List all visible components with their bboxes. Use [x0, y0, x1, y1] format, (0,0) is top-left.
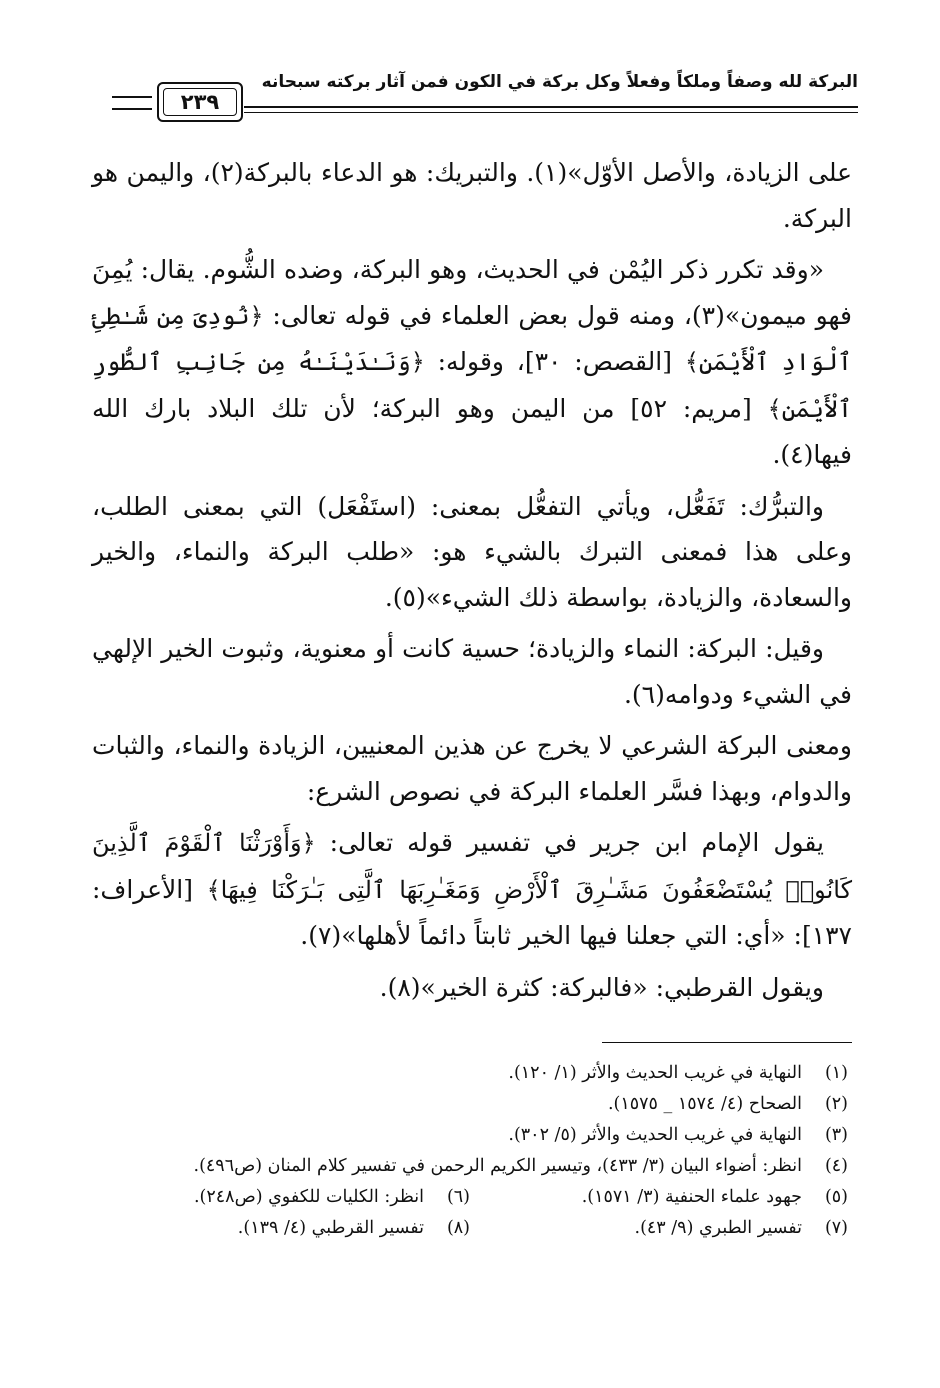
footnote-number: (٢) — [824, 1094, 848, 1114]
page-header — [112, 70, 858, 130]
footnote-text: النهاية في غريب الحديث والأثر (٥/ ٣٠٢). — [508, 1125, 802, 1145]
paragraph-6 — [92, 820, 852, 959]
footnote-text: انظر: أضواء البيان (٣/ ٤٣٣)، وتيسير الكريم الرحمن في تفسير كلام المنان (ص٤٩٦). — [193, 1156, 802, 1176]
footnote-7 — [470, 1213, 848, 1244]
page-number: ٢٣٩ — [163, 88, 237, 116]
footnote-3 — [92, 1120, 848, 1151]
footnote-number: (١) — [824, 1063, 848, 1083]
paragraph-5: ومعنى البركة الشرعي لا يخرج عن هذين المعنيين، الزيادة والنماء، والثبات والدوام، وبهذا فسَّر العلماء البركة في نصوص الشرع: — [92, 731, 852, 806]
paragraph-6-part-b: [الأعراف: ١٣٧]: «أي: التي جعلنا فيها الخير ثابتاً دائماً لأهلها»(٧). — [92, 874, 852, 950]
paragraph-1: على الزيادة، والأصل الأوّل»(١). والتبريك: هو الدعاء بالبركة(٢)، واليمن هو البركة. — [92, 158, 853, 233]
footnote-number: (٦) — [446, 1187, 470, 1207]
footnotes — [92, 1058, 848, 1244]
paragraph-7: ويقول القرطبي: «فالبركة: كثرة الخير»(٨). — [379, 972, 824, 1002]
page-number-box — [157, 82, 243, 122]
paragraph-3: والتبرُّك: تَفَعُّل، ويأتي التفعُّل بمعنى: (استَفْعَل) التي بمعنى الطلب، وعلى هذا فمعنى التبرك بالشيء هو: «طلب البركة والنماء، والخير والسعادة، والزيادة، بواسطة ذلك الشيء»(٥). — [92, 491, 852, 612]
footnote-number: (٣) — [824, 1125, 848, 1145]
footnote-text: النهاية في غريب الحديث والأثر (١/ ١٢٠). — [508, 1063, 802, 1083]
paragraph-2-part-a: «وقد تكرر ذكر اليُمْن في الحديث، وهو البركة، وضده الشُّوم. يقال: يُمِنَ فهو ميمون»(٣)، ومنه قول بعض العلماء في قوله تعالى: — [92, 255, 852, 330]
footnote-row-7-8 — [92, 1213, 848, 1244]
footnote-1 — [92, 1058, 848, 1089]
footnote-text: جهود علماء الحنفية (٣/ ١٥٧١). — [581, 1187, 802, 1207]
footnote-2 — [92, 1089, 848, 1120]
footnote-4 — [92, 1151, 848, 1182]
footnote-text: تفسير الطبري (٩/ ٤٣). — [634, 1218, 802, 1238]
footnote-number: (٧) — [824, 1218, 848, 1238]
paragraph-4: وقيل: البركة: النماء والزيادة؛ حسية كانت أو معنوية، وثبوت الخير الإلهي في الشيء ودوامه(٦). — [92, 634, 852, 709]
footnote-separator — [602, 1042, 852, 1043]
paragraph-2-part-b: [القصص: ٣٠]، وقوله: — [437, 347, 672, 376]
paragraph-2 — [92, 247, 852, 478]
footnote-number: (٥) — [824, 1187, 848, 1207]
footnote-number: (٤) — [824, 1156, 848, 1176]
quran-verse-qasas: ﴿نُودِىَ مِن شَـٰطِئِ ٱلْوَادِ ٱلْأَيْمَنِ﴾ — [92, 301, 852, 376]
quran-verse-maryam: ﴿وَنَـٰدَيْنَـٰهُ مِن جَانِبِ ٱلطُّورِ ٱلْأَيْمَنِ﴾ — [92, 348, 853, 423]
paragraph-2-part-c: [مريم: ٥٢] من اليمن وهو البركة؛ لأن تلك البلاد بارك الله فيها(٤). — [92, 393, 852, 469]
footnote-8 — [92, 1213, 470, 1244]
quran-verse-araf: ﴿وَأَوْرَثْنَا ٱلْقَوْمَ ٱلَّذِينَ كَانُوا۟ يُسْتَضْعَفُونَ مَشَـٰرِقَ ٱلْأَرْضِ وَمَغَـٰرِبَهَا ٱلَّتِى بَـٰرَكْنَا فِيهَا﴾ — [92, 829, 853, 904]
footnote-row-5-6 — [92, 1182, 848, 1213]
footnote-text: الصحاح (٤/ ١٥٧٤ _ ١٥٧٥). — [607, 1094, 802, 1114]
running-title: البركة لله وصفاً وملكاً وفعلاً وكل بركة في الكون فمن آثار بركته سبحانه — [261, 72, 858, 92]
footnote-number: (٨) — [446, 1218, 470, 1238]
footnote-text: تفسير القرطبي (٤/ ١٣٩). — [237, 1218, 424, 1238]
footnote-text: انظر: الكليات للكفوي (ص٢٤٨). — [193, 1187, 424, 1207]
paragraph-6-part-a: يقول الإمام ابن جرير في تفسير قوله تعالى: — [329, 828, 824, 857]
main-text — [92, 150, 852, 1016]
footnote-5 — [470, 1182, 848, 1213]
header-rule — [244, 106, 858, 113]
header-left-ornament — [112, 96, 152, 110]
footnote-6 — [92, 1182, 470, 1213]
